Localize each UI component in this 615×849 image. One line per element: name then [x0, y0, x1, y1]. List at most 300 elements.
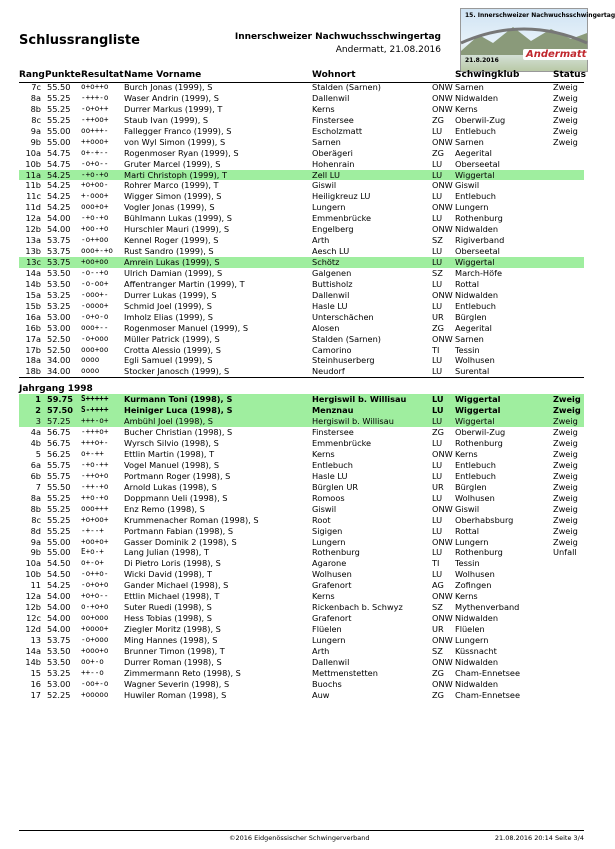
residence-cell: Buttisholz: [312, 278, 353, 289]
rank-cell: 12a: [25, 213, 41, 224]
residence-cell: Dallenwil: [312, 92, 350, 103]
rank-cell: 16: [30, 678, 41, 689]
name-cell: Schmid Joel (1999), S: [124, 300, 212, 311]
result-cell: +++o+-: [81, 438, 109, 448]
club-cell: Aegerital: [455, 322, 492, 333]
residence-cell: Unterschächen: [312, 311, 374, 322]
table-row: [19, 558, 584, 569]
name-cell: Doppmann Ueli (1998), S: [124, 492, 228, 503]
table-row: [19, 213, 584, 224]
residence-cell: Grafenort: [312, 613, 352, 624]
table-row: [19, 345, 584, 356]
canton-cell: UR: [432, 481, 444, 492]
table-row: [19, 257, 584, 268]
name-cell: Burch Jonas (1999), S: [124, 82, 213, 92]
points-cell: 34.00: [47, 355, 71, 366]
table-row: [19, 290, 584, 301]
status-cell: Zweig: [553, 394, 581, 405]
rank-cell: 5: [35, 449, 41, 459]
canton-cell: ZG: [432, 114, 444, 125]
table-row: [19, 526, 584, 537]
name-cell: Ziegler Moritz (1998), S: [124, 624, 221, 634]
name-cell: Vogler Jonas (1999), S: [124, 202, 215, 213]
canton-cell: LU: [432, 257, 443, 267]
canton-cell: LU: [432, 394, 444, 405]
result-cell: -++oo+: [81, 114, 109, 124]
name-cell: Crotta Alessio (1999), S: [124, 344, 221, 355]
rank-cell: 15a: [25, 289, 41, 300]
canton-cell: ONW: [432, 333, 453, 344]
result-cell: +o+oo-: [81, 180, 109, 190]
points-cell: 54.25: [47, 169, 71, 180]
table-row: [19, 690, 584, 701]
residence-cell: Aesch LU: [312, 246, 350, 257]
residence-cell: Hasle LU: [312, 470, 348, 481]
canton-cell: TI: [432, 558, 440, 569]
residence-cell: Neudorf: [312, 366, 345, 377]
rank-cell: 13a: [25, 235, 41, 246]
table-row: [19, 405, 584, 416]
rank-cell: 16b: [25, 322, 41, 333]
club-cell: Nidwalden: [455, 678, 499, 689]
result-cell: o-+o+o: [81, 602, 109, 612]
name-cell: Egli Samuel (1999), S: [124, 355, 213, 366]
canton-cell: ONW: [432, 202, 453, 213]
club-cell: Nidwalden: [455, 224, 499, 235]
result-cell: -++-+o: [81, 481, 109, 491]
table-row: [19, 268, 584, 279]
table-row: [19, 312, 584, 323]
points-cell: 53.00: [47, 311, 71, 322]
residence-cell: Kerns: [312, 103, 335, 114]
points-cell: 54.00: [47, 602, 71, 613]
club-cell: Wiggertal: [455, 405, 501, 416]
table-row: [19, 355, 584, 366]
points-cell: 54.75: [47, 147, 71, 158]
table-row: [19, 235, 584, 246]
table-row: [19, 170, 584, 181]
residence-cell: Buochs: [312, 678, 342, 689]
club-cell: Rigiverband: [455, 235, 505, 246]
club-cell: Rothenburg: [455, 547, 503, 558]
points-cell: 53.25: [47, 667, 71, 678]
result-cell: -ooo+-: [81, 289, 109, 299]
club-cell: Rothenburg: [455, 438, 503, 449]
canton-cell: LU: [432, 416, 443, 427]
residence-cell: Oberägeri: [312, 147, 353, 158]
status-cell: Zweig: [553, 470, 578, 481]
footer-date-page: 21.08.2016 20:14 Seite 3/4: [494, 834, 584, 842]
logo-date: 21.8.2016: [465, 57, 499, 64]
name-cell: Di Pietro Loris (1998), S: [124, 558, 221, 569]
canton-cell: ONW: [432, 224, 453, 235]
table-row: [19, 191, 584, 202]
residence-cell: Galgenen: [312, 267, 352, 278]
table-row: [19, 438, 584, 449]
canton-cell: TI: [432, 344, 440, 355]
residence-cell: Arth: [312, 645, 330, 656]
rank-cell: 10a: [25, 558, 41, 569]
canton-cell: LU: [432, 514, 443, 525]
residence-cell: Hasle LU: [312, 300, 348, 311]
result-cell: o+-+--: [81, 147, 109, 157]
points-cell: 53.50: [47, 267, 71, 278]
name-cell: Kennel Roger (1999), S: [124, 235, 219, 246]
rank-cell: 8b: [30, 503, 41, 514]
points-cell: 55.25: [47, 503, 71, 514]
canton-cell: ONW: [432, 92, 453, 103]
canton-cell: ONW: [432, 613, 453, 624]
canton-cell: LU: [432, 246, 443, 257]
logo-title: 15. Innerschweizer Nachwuchsschwingertag: [465, 12, 615, 19]
result-cell: -+o-++: [81, 459, 109, 469]
name-cell: Arnold Lukas (1998), S: [124, 481, 217, 492]
name-cell: Wyrsch Silvio (1998), S: [124, 438, 219, 449]
canton-cell: ONW: [432, 678, 453, 689]
name-cell: Affentranger Martin (1999), T: [124, 278, 245, 289]
table-row: [19, 202, 584, 213]
status-cell: Zweig: [553, 125, 578, 136]
rank-cell: 9a: [30, 536, 41, 547]
club-cell: March-Höfe: [455, 267, 502, 278]
residence-cell: Wolhusen: [312, 569, 352, 580]
name-cell: Kurmann Toni (1998), S: [124, 394, 233, 405]
name-cell: Rogenmoser Manuel (1999), S: [124, 322, 249, 333]
club-cell: Cham-Ennetsee: [455, 667, 520, 678]
table-row: [19, 471, 584, 482]
result-cell: -+--+: [81, 525, 104, 535]
residence-cell: Escholzmatt: [312, 125, 363, 136]
result-cell: -+++-o: [81, 92, 109, 102]
table-row: [19, 657, 584, 668]
result-cell: +oooo+: [81, 624, 109, 633]
table-row: [19, 602, 584, 613]
canton-cell: ONW: [432, 536, 453, 547]
rank-cell: 12b: [25, 602, 41, 613]
name-cell: Bucher Christian (1998), S: [124, 427, 233, 438]
club-cell: Tessin: [455, 558, 480, 569]
residence-cell: Schötz: [312, 257, 340, 267]
residence-cell: Engelberg: [312, 224, 354, 235]
points-cell: 54.50: [47, 558, 71, 569]
status-cell: Zweig: [553, 536, 578, 547]
result-cell: -++o+o: [81, 470, 109, 480]
points-cell: 56.75: [47, 427, 71, 438]
rank-cell: 9b: [30, 136, 41, 147]
residence-cell: Steinhuserberg: [312, 355, 375, 366]
col-status: Status: [553, 70, 586, 80]
name-cell: von Wyl Simon (1999), S: [124, 136, 226, 147]
points-cell: 52.25: [47, 689, 71, 700]
residence-cell: Auw: [312, 689, 330, 700]
rank-cell: 14a: [25, 645, 41, 656]
club-cell: Flüelen: [455, 624, 485, 634]
residence-cell: Arth: [312, 235, 330, 246]
canton-cell: LU: [432, 355, 443, 366]
club-cell: Cham-Ennetsee: [455, 689, 520, 700]
points-cell: 57.25: [47, 416, 71, 427]
table-row: [19, 224, 584, 235]
table-row: [19, 394, 584, 405]
club-cell: Oberseetal: [455, 158, 500, 169]
points-cell: 55.50: [47, 82, 71, 92]
residence-cell: Rickenbach b. Schwyz: [312, 602, 403, 613]
residence-cell: Lungern: [312, 202, 346, 213]
name-cell: Waser Andrin (1999), S: [124, 92, 219, 103]
club-cell: Entlebuch: [455, 300, 496, 311]
table-row: [19, 323, 584, 334]
rank-cell: 17a: [25, 333, 41, 344]
table-row: [19, 504, 584, 515]
rank-cell: 14a: [25, 267, 41, 278]
residence-cell: Finstersee: [312, 114, 354, 125]
canton-cell: ONW: [432, 82, 453, 92]
status-cell: Zweig: [553, 114, 578, 125]
residence-cell: Dallenwil: [312, 289, 350, 300]
points-cell: 55.00: [47, 125, 71, 136]
name-cell: Suter Ruedi (1998), S: [124, 602, 212, 613]
residence-cell: Sigigen: [312, 525, 343, 536]
points-cell: 54.00: [47, 213, 71, 224]
rank-cell: 11a: [25, 169, 41, 180]
points-cell: 55.25: [47, 492, 71, 503]
result-cell: ooo+-+o: [81, 246, 114, 256]
club-cell: Kerns: [455, 103, 478, 114]
name-cell: Ettlin Martin (1998), T: [124, 449, 215, 459]
club-cell: Tessin: [455, 344, 480, 355]
points-cell: 53.50: [47, 645, 71, 656]
logo-brand: Andermatt: [523, 49, 589, 60]
name-cell: Gasser Dominik 2 (1998), S: [124, 536, 237, 547]
rank-cell: 6b: [30, 470, 41, 481]
table-row: [19, 148, 584, 159]
name-cell: Bühlmann Lukas (1999), S: [124, 213, 232, 224]
result-cell: oo+++-: [81, 125, 109, 135]
table-row: [19, 366, 584, 377]
table-row: [19, 591, 584, 602]
points-cell: 53.25: [47, 300, 71, 311]
page-title: Schlussrangliste: [19, 33, 140, 48]
residence-cell: Emmenbrücke: [312, 213, 372, 224]
result-cell: ooo+--: [81, 322, 109, 332]
canton-cell: LU: [432, 125, 443, 136]
points-cell: 55.00: [47, 536, 71, 547]
club-cell: Oberwil-Zug: [455, 427, 506, 438]
table-row: [19, 547, 584, 558]
canton-cell: ONW: [432, 503, 453, 514]
name-cell: Brunner Timon (1998), T: [124, 645, 225, 656]
club-cell: Surental: [455, 366, 490, 377]
table-row: [19, 104, 584, 115]
name-cell: Amrein Lukas (1999), S: [124, 257, 220, 267]
points-cell: 54.75: [47, 158, 71, 169]
status-cell: Zweig: [553, 492, 578, 503]
rank-cell: 8a: [30, 492, 41, 503]
points-cell: 52.50: [47, 344, 71, 355]
club-cell: Kerns: [455, 449, 478, 459]
club-cell: Sarnen: [455, 333, 484, 344]
club-cell: Wiggertal: [455, 394, 501, 405]
club-cell: Wiggertal: [455, 416, 495, 427]
table-row: [19, 246, 584, 257]
points-cell: 55.00: [47, 547, 71, 558]
canton-cell: LU: [432, 366, 443, 377]
club-cell: Wolhusen: [455, 569, 495, 580]
canton-cell: UR: [432, 311, 444, 322]
rank-cell: 1: [35, 394, 41, 405]
points-cell: 54.00: [47, 613, 71, 624]
status-cell: Zweig: [553, 481, 578, 492]
club-cell: Nidwalden: [455, 92, 499, 103]
points-cell: 55.50: [47, 481, 71, 492]
name-cell: Ettlin Michael (1998), T: [124, 591, 220, 602]
rank-cell: 4a: [30, 427, 41, 438]
rank-cell: 7c: [31, 82, 41, 92]
name-cell: Ming Hannes (1998), S: [124, 634, 218, 645]
points-cell: 54.00: [47, 224, 71, 235]
canton-cell: SZ: [432, 267, 443, 278]
name-cell: Gruter Marcel (1999), S: [124, 158, 221, 169]
points-cell: 53.75: [47, 235, 71, 246]
result-cell: ++ooo+: [81, 136, 109, 146]
rank-cell: 10a: [25, 147, 41, 158]
result-cell: +ooooo: [81, 689, 109, 699]
result-cell: -o+o++: [81, 103, 109, 113]
event-info: [235, 31, 441, 57]
club-cell: Wolhusen: [455, 492, 495, 503]
club-cell: Wiggertal: [455, 257, 495, 267]
table-row: [19, 93, 584, 104]
club-cell: Rottal: [455, 278, 480, 289]
result-cell: -oooo+: [81, 300, 109, 310]
name-cell: Wigger Simon (1999), S: [124, 191, 222, 202]
name-cell: Heiniger Luca (1998), S: [124, 405, 233, 416]
rank-cell: 8c: [31, 514, 41, 525]
table-row: [19, 668, 584, 679]
points-cell: 52.50: [47, 333, 71, 344]
name-cell: Fallegger Franco (1999), S: [124, 125, 232, 136]
table-row: [19, 515, 584, 526]
rank-cell: 11b: [25, 180, 41, 191]
result-cell: -o+o--: [81, 158, 109, 168]
points-cell: 56.75: [47, 438, 71, 449]
name-cell: Rust Sandro (1999), S: [124, 246, 214, 257]
result-cell: ++o-+o: [81, 492, 109, 502]
canton-cell: ZG: [432, 689, 444, 700]
table-row: [19, 537, 584, 548]
canton-cell: SZ: [432, 645, 443, 656]
table-row: [19, 646, 584, 657]
name-cell: Durrer Lukas (1999), S: [124, 289, 217, 300]
result-cell: +ooo+o: [81, 645, 109, 655]
points-cell: 55.25: [47, 514, 71, 525]
status-cell: Zweig: [553, 103, 578, 114]
name-cell: Vogel Manuel (1998), S: [124, 459, 220, 470]
col-punkte: Punkte: [45, 70, 81, 80]
points-cell: 54.00: [47, 624, 71, 634]
club-cell: Kerns: [455, 591, 478, 602]
rank-cell: 12d: [25, 624, 41, 634]
rank-cell: 11d: [25, 202, 41, 213]
table-row: [19, 460, 584, 471]
club-cell: Nidwalden: [455, 613, 499, 624]
canton-cell: ONW: [432, 103, 453, 114]
club-cell: Aegerital: [455, 147, 492, 158]
rank-cell: 8b: [30, 103, 41, 114]
name-cell: Durrer Roman (1998), S: [124, 656, 222, 667]
rank-cell: 10b: [25, 569, 41, 580]
residence-cell: Root: [312, 514, 331, 525]
name-cell: Rogenmoser Ryan (1999), S: [124, 147, 239, 158]
table-row: [19, 679, 584, 690]
rank-cell: 12b: [25, 224, 41, 235]
result-cell: oo+-o: [81, 656, 104, 666]
result-cell: o+-++: [81, 449, 104, 458]
name-cell: Enz Remo (1998), S: [124, 503, 205, 514]
canton-cell: LU: [432, 438, 443, 449]
residence-cell: Alosen: [312, 322, 340, 333]
club-cell: Wolhusen: [455, 355, 495, 366]
name-cell: Rohrer Marco (1999), T: [124, 180, 219, 191]
canton-cell: LU: [432, 278, 443, 289]
result-cell: ooo+oo: [81, 344, 109, 354]
rank-cell: 8a: [30, 92, 41, 103]
canton-cell: UR: [432, 624, 444, 634]
rank-cell: 14b: [25, 278, 41, 289]
club-cell: Oberseetal: [455, 246, 500, 257]
result-cell: S-++++: [81, 405, 109, 415]
result-cell: -oo+-o: [81, 678, 109, 688]
club-cell: Giswil: [455, 503, 480, 514]
points-cell: 56.25: [47, 449, 71, 459]
club-cell: Entlebuch: [455, 125, 496, 136]
status-cell: Zweig: [553, 503, 578, 514]
status-cell: Zweig: [553, 427, 578, 438]
table-row: [19, 137, 584, 148]
canton-cell: LU: [432, 492, 443, 503]
result-cell: oooo: [81, 366, 100, 376]
name-cell: Marti Christoph (1999), T: [124, 169, 227, 180]
points-cell: 53.75: [47, 257, 71, 267]
result-cell: -o-oo+: [81, 278, 109, 288]
event-logo: [460, 8, 615, 72]
status-cell: Zweig: [553, 416, 578, 427]
canton-cell: LU: [432, 191, 443, 202]
result-cell: -o++oo: [81, 235, 109, 245]
club-cell: Rothenburg: [455, 213, 503, 224]
canton-cell: ONW: [432, 591, 453, 602]
name-cell: Portmann Fabian (1998), S: [124, 525, 234, 536]
page-footer: [19, 830, 584, 842]
club-cell: Mythenverband: [455, 602, 520, 613]
rank-cell: 12c: [26, 613, 41, 624]
table-row: [19, 613, 584, 624]
name-cell: Müller Patrick (1999), S: [124, 333, 220, 344]
rank-cell: 16a: [25, 311, 41, 322]
residence-cell: Heiligkreuz LU: [312, 191, 371, 202]
table-row: [19, 580, 584, 591]
club-cell: Entlebuch: [455, 459, 496, 470]
residence-cell: Bürglen UR: [312, 481, 359, 492]
points-cell: 54.00: [47, 591, 71, 602]
rank-cell: 15: [30, 667, 41, 678]
table-row: [19, 279, 584, 290]
rank-cell: 7: [35, 481, 41, 492]
rank-cell: 12a: [25, 591, 41, 602]
canton-cell: ONW: [432, 136, 453, 147]
table-row: [19, 301, 584, 312]
rank-cell: 8d: [30, 525, 41, 536]
